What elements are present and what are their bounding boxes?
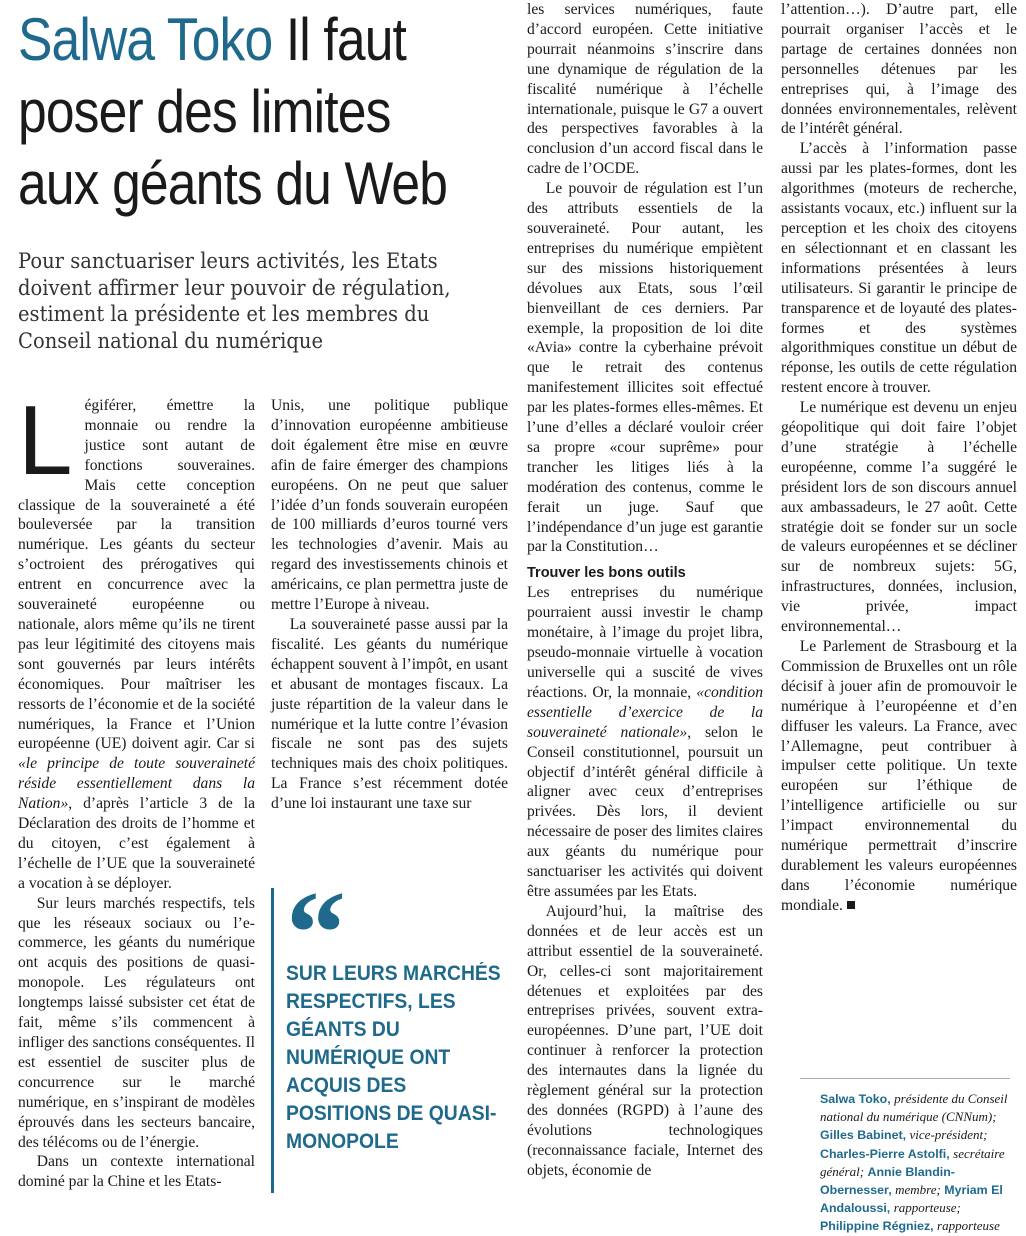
paragraph [527,583,763,902]
paragraph: L’accès à l’information passe aussi par les plates-formes, dont les algorithmes (moteurs de recherche, assistants vocaux, etc.) influent sur la perception et les choix des citoyens en sélectionnant et en classant les informations présentées à leurs utilisateurs. Si garantir le principe de transparence et de loyauté des plates-formes et des systèmes algorithmiques constitue un début de réponse, les outils de cette régulation restent encore à trouver. [781,140,1017,397]
article-column-1 [18,385,255,1192]
article-headline [18,4,448,220]
byline-name: Myriam El Andaloussi, [820,1183,1003,1216]
byline-role: rapporteuse [937,1218,1000,1234]
paragraph: Le pouvoir de régulation est l’un des attributs essentiels de la souveraineté. Pour autant, les entreprises du numérique empiètent sur des missions historiquement dévolues aux Etats, sous l’œil bienveillant de ces derniers. Par exemple, la proposition de loi dite «Avia» contre la cyberhaine prévoit que le retrait des contenus manifestement illicites soit effectué par les plates-formes elles-mêmes. Et l’une d’elles a déclaré vouloir créer sa propre «cour suprême» pour trancher les litiges liés à la modération des contenus, comme le ferait un juge. Sauf que l’indépendance d’un juge est garantie par la Constitution… [527,180,763,556]
article-column-4 [781,0,1017,916]
quote-inline: «le principe de toute souveraineté réside essentiellement dans la Nation» [18,755,255,813]
byline-role: membre; [895,1182,941,1198]
byline-name: Philippine Régniez, [820,1219,934,1234]
headline-title: Il faut poser des limites aux géants du Web [18,6,448,217]
paragraph-text: Les entreprises du numérique pourraient aussi investir le champ monétaire, à l’image du projet libra, pseudo-monnaie virtuelle à vocation universelle qui a suscité de vives réactions. Or, la monnaie, [527,584,763,701]
paragraph [781,637,1017,916]
paragraph: l’attention…). D’autre part, elle pourrait organiser l’accès et le partage de certaines données non personnelles détenues par les entreprises qui, à l’image des données environnementales, relèvent de l’intérêt général. [781,1,1017,138]
quote-inline: «condition essentielle d’exercice de la souveraineté nationale» [527,683,763,741]
paragraph: Le numérique est devenu un enjeu géopolitique qui doit faire l’objet d’une stratégie à l’échelle européenne, comme l’a suggéré le président lors de son discours annuel aux ambassadeurs, le 27 août. Cette stratégie doit se fonder sur un socle de valeurs européennes et se décliner sur de nombreux sujets: 5G, infrastructures, données, inclusion, vie privée, impact environnemental… [781,399,1017,636]
subheading: Trouver les bons outils [527,565,686,582]
byline-name: Charles-Pierre Astolfi, [820,1146,950,1161]
paragraph: Dans un contexte international dominé par la Chine et les Etats- [18,1153,255,1191]
byline-divider [800,1078,1010,1079]
drop-cap: L [18,385,73,495]
byline-name: Gilles Babinet, [820,1128,907,1143]
byline-name: Salwa Toko, [820,1092,891,1106]
byline-role: rapporteuse; [893,1200,961,1216]
byline [820,1090,1010,1236]
byline-name: Annie Blandin-Obernesser, [820,1164,955,1198]
paragraph: La souveraineté passe aussi par la fiscalité. Les géants du numérique échappent souvent à l’impôt, en usant et abusant de montages fiscaux. La juste répartition de la valeur dans le numérique et la lutte contre l’évasion fiscale ne sont pas des sujets techniques mais des choix politiques. La France s’est récemment dotée d’une loi instaurant une taxe sur [271,615,508,813]
paragraph-text: , selon le Conseil constitutionnel, poursuit un objectif d’intérêt général difficile à aligner avec ceux d’entreprises privées. Dès lors, il devient nécessaire de poser des limites claires aux géants du numérique pour sanctuariser les activités qui doivent être assumées par les Etats. [527,723,763,900]
byline-role: vice-président; [909,1127,988,1143]
paragraph-text: Le Parlement de Strasbourg et la Commission de Bruxelles ont un rôle décisif à jouer afin de promouvoir le numérique à l’européenne et d’en diffuser les valeurs. La France, avec l’Allemagne, peut contribuer à impulser cette politique. Un texte européen sur l’éthique de l’intelligence artificielle ou sur l’impact environnemental du numérique permettrait d’inscrire durablement les valeurs européennes dans l’économie numérique mondiale. [781,638,1017,914]
paragraph: Aujourd’hui, la maîtrise des données et de leur accès est un attribut essentiel de la souveraineté. Or, celles-ci sont majoritairement détenues et exploitées par des entreprises privées, souvent extra-européennes. D’une part, l’UE doit continuer à renforcer la protection des internautes dans la lignée du règlement général sur la protection des données (RGPD) à l’aune des évolutions technologiques (reconnaissance faciale, Internet des objets, économie de [527,902,763,1179]
headline-author: Salwa Toko [18,6,273,73]
article-standfirst: Pour sanctuariser leurs activités, les Etats doivent affirmer leur pouvoir de régulation, estiment la présidente et les membres du Conseil national du numérique [18,249,451,353]
pull-quote [271,866,508,1193]
paragraph-text: , d’après l’article 3 de la Déclaration des droits de l’homme et du citoyen, c’est également à l’échelle de l’UE que la souveraineté a vocation à se déployer. [18,795,255,892]
article-column-2 [271,396,508,814]
paragraph: Unis, une politique publique d’innovation européenne ambitieuse doit également être mise en œuvre afin de faire émerger des champions européens. On ne peut que saluer l’idée d’un fonds souverain européen de 100 milliards d’euros tourné vers les technologies d’avenir. Mais au regard des investissements chinois et américains, ce plan permettra juste de mettre l’Europe à niveau. [271,397,508,614]
pull-quote-text: SUR LEURS MARCHÉS RESPECTIFS, LES GÉANTS DU NUMÉRIQUE ONT ACQUIS DES POSITIONS DE QUASI-MONOPOLE [286,962,501,1153]
byline-role: secrétaire général; [820,1145,1005,1179]
paragraph [18,385,255,894]
paragraph-text: égiférer, émettre la monnaie ou rendre la justice sont autant de fonctions souveraines. Mais cette conception classique de la souveraineté a été bouleversée par la transition numérique. Les géants du secteur s’octroient des prérogatives qui entrent en concurrence avec la souveraineté européenne ou nationale, alors même qu’ils ne tirent pas leur légitimité des citoyens mais sont gouvernés par leurs intérêts économiques. Pour maîtriser les ressorts de l’économie et de la société numériques, la France et l’Union européenne (UE) doivent agir. Car si [18,397,255,753]
paragraph: Sur leurs marchés respectifs, tels que les réseaux sociaux ou l’e-commerce, les géants du numérique ont acquis des positions de quasi-monopole. Les régulateurs ont longtemps laissé subsister cet état de fait, même s’ils commencent à infliger des sanctions conséquentes. Il est essentiel de susciter plus de concurrence sur le marché numérique, en s’inspirant de modèles éprouvés dans les secteurs bancaire, des télécoms ou de l’énergie. [18,894,255,1151]
end-mark-icon [847,901,855,909]
byline-role: présidente du Conseil national du numérique (CNNum); [820,1091,1008,1125]
article-column-3 [527,0,763,1181]
quote-mark-icon: “ [286,866,346,999]
paragraph: les services numériques, faute d’accord européen. Cette initiative pourrait néanmoins s’inscrire dans une dynamique de régulation de la fiscalité numérique à l’échelle internationale, puisque le G7 a ouvert des perspectives favorables à la conclusion d’un accord fiscal dans le cadre de l’OCDE. [527,1,763,178]
